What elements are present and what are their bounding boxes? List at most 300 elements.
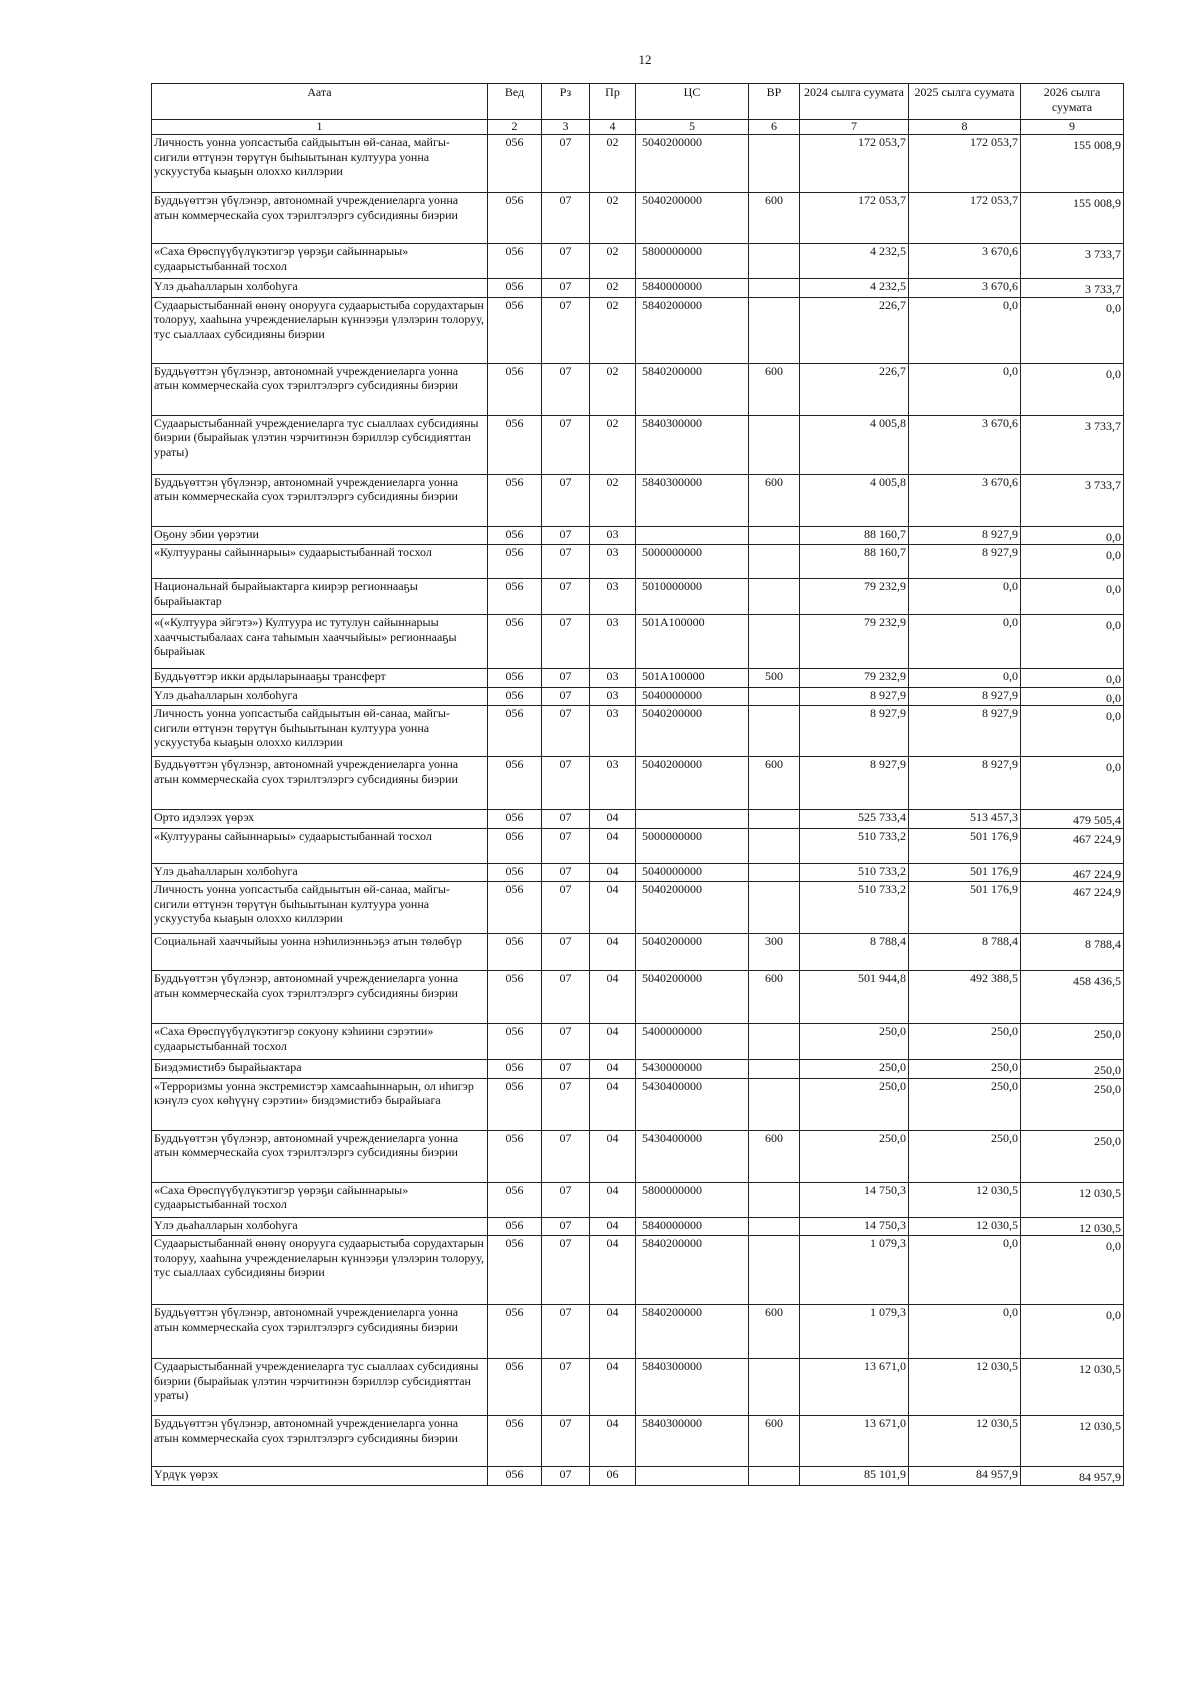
header-rz: Рз [542,84,590,120]
pr-cell: 04 [590,863,636,882]
table-row [152,1236,1124,1305]
table-row [152,545,1124,579]
ved-cell: 056 [488,810,542,829]
rz-cell: 07 [542,1078,590,1130]
amount-2025-cell: 8 927,9 [909,526,1021,545]
ved-cell: 056 [488,1182,542,1217]
cs-cell: 5040200000 [636,971,749,1024]
row-name-cell: Буддьүөттэн үбүлэнэр, автономнай учреждениеларга уонна атын коммерческайа суох тэрилтэлэргэ субсидияны биэрии [152,971,488,1024]
row-name-cell: Орто идэлээх үөрэх [152,810,488,829]
table-row [152,810,1124,829]
amount-2024-cell: 79 232,9 [800,579,909,615]
table-row [152,1182,1124,1217]
amount-2025-cell: 3 670,6 [909,244,1021,279]
vr-cell [749,526,800,545]
rz-cell: 07 [542,882,590,934]
pr-cell: 04 [590,1024,636,1060]
amount-2024-cell: 250,0 [800,1060,909,1079]
row-name-cell: «Терроризмы уонна экстремистэр хамсааһыннарын, ол иһигэр кэнүлэ суох көһүүнү сэрэтии» биэдэмистибэ бырайыага [152,1078,488,1130]
row-name-cell: «(«Култуура эйгэтэ») Култуура ис тутулун сайыннарыы хааччыстыбалаах саҥа таһымын хааччыйыы» регионнааҕы бырайыак [152,615,488,669]
amount-2026-cell: 12 030,5 [1021,1182,1124,1217]
amount-2025-cell: 0,0 [909,579,1021,615]
vr-cell [749,415,800,474]
column-number: 5 [636,120,749,135]
ved-cell: 056 [488,415,542,474]
vr-cell [749,297,800,363]
amount-2026-cell: 0,0 [1021,545,1124,579]
vr-cell [749,1467,800,1486]
amount-2026-cell: 0,0 [1021,757,1124,810]
row-name-cell: «Саха Өрөспүүбүлүкэтигэр үөрэҕи сайыннарыы» судаарыстыбаннай тосхол [152,1182,488,1217]
amount-2025-cell: 250,0 [909,1078,1021,1130]
amount-2024-cell: 525 733,4 [800,810,909,829]
rz-cell: 07 [542,193,590,244]
cs-cell: 501А100000 [636,669,749,688]
amount-2024-cell: 8 927,9 [800,706,909,757]
row-name-cell: Буддьүөттэн үбүлэнэр, автономнай учреждениеларга уонна атын коммерческайа суох тэрилтэлэргэ субсидияны биэрии [152,757,488,810]
table-body [152,135,1124,1486]
cs-cell: 5840300000 [636,1359,749,1416]
row-name-cell: «Култуураны сайыннарыы» судаарыстыбаннай тосхол [152,545,488,579]
rz-cell: 07 [542,971,590,1024]
cs-cell: 5010000000 [636,579,749,615]
column-number-row [152,120,1124,135]
amount-2025-cell: 84 957,9 [909,1467,1021,1486]
column-number: 3 [542,120,590,135]
cs-cell: 5840200000 [636,1305,749,1359]
cs-cell [636,526,749,545]
pr-cell: 03 [590,687,636,706]
pr-cell: 03 [590,706,636,757]
row-name-cell: Оҕону эбии үөрэтии [152,526,488,545]
pr-cell: 03 [590,579,636,615]
row-name-cell: Үлэ дьаһалларын холбоһуга [152,279,488,298]
rz-cell: 07 [542,1182,590,1217]
ved-cell: 056 [488,545,542,579]
pr-cell: 03 [590,526,636,545]
row-name-cell: Буддьүөттэн үбүлэнэр, автономнай учреждениеларга уонна атын коммерческайа суох тэрилтэлэргэ субсидияны биэрии [152,1305,488,1359]
pr-cell: 04 [590,934,636,971]
column-number: 9 [1021,120,1124,135]
ved-cell: 056 [488,1078,542,1130]
amount-2024-cell: 8 788,4 [800,934,909,971]
table-row [152,1217,1124,1236]
amount-2025-cell: 0,0 [909,615,1021,669]
amount-2025-cell: 250,0 [909,1060,1021,1079]
row-name-cell: Буддьүөттэн үбүлэнэр, автономнай учреждениеларга уонна атын коммерческайа суох тэрилтэлэргэ субсидияны биэрии [152,1416,488,1467]
rz-cell: 07 [542,363,590,415]
pr-cell: 04 [590,1416,636,1467]
table-row [152,1305,1124,1359]
amount-2026-cell: 12 030,5 [1021,1359,1124,1416]
ved-cell: 056 [488,279,542,298]
ved-cell: 056 [488,882,542,934]
header-pr: Пр [590,84,636,120]
amount-2026-cell: 155 008,9 [1021,135,1124,193]
vr-cell: 600 [749,193,800,244]
table-row [152,279,1124,298]
table-row [152,1078,1124,1130]
cs-cell: 5430000000 [636,1060,749,1079]
amount-2025-cell: 0,0 [909,1305,1021,1359]
pr-cell: 03 [590,669,636,688]
table-row [152,971,1124,1024]
ved-cell: 056 [488,297,542,363]
header-name: Аата [152,84,488,120]
ved-cell: 056 [488,687,542,706]
table-row [152,863,1124,882]
amount-2026-cell: 0,0 [1021,1305,1124,1359]
vr-cell: 600 [749,1305,800,1359]
amount-2024-cell: 14 750,3 [800,1217,909,1236]
rz-cell: 07 [542,828,590,863]
rz-cell: 07 [542,545,590,579]
pr-cell: 04 [590,1217,636,1236]
rz-cell: 07 [542,135,590,193]
amount-2025-cell: 12 030,5 [909,1416,1021,1467]
ved-cell: 056 [488,1305,542,1359]
amount-2026-cell: 0,0 [1021,1236,1124,1305]
pr-cell: 04 [590,1236,636,1305]
cs-cell [636,810,749,829]
cs-cell: 501А100000 [636,615,749,669]
table-row [152,934,1124,971]
rz-cell: 07 [542,579,590,615]
pr-cell: 02 [590,135,636,193]
pr-cell: 02 [590,279,636,298]
pr-cell: 04 [590,1182,636,1217]
amount-2024-cell: 172 053,7 [800,193,909,244]
amount-2024-cell: 250,0 [800,1078,909,1130]
row-name-cell: Личность уонна уопсастыба сайдыытын өй-санаа, майгы-сигили өттүнэн төрүтүн быһыытынан култуура уонна ускуустуба кыаҕын олоххо киллэрии [152,135,488,193]
amount-2025-cell: 12 030,5 [909,1359,1021,1416]
amount-2024-cell: 4 232,5 [800,279,909,298]
rz-cell: 07 [542,687,590,706]
rz-cell: 07 [542,1217,590,1236]
rz-cell: 07 [542,279,590,298]
amount-2025-cell: 172 053,7 [909,193,1021,244]
cs-cell: 5040200000 [636,882,749,934]
row-name-cell: Судаарыстыбаннай учреждениеларга тус сыаллаах субсидияны биэрии (бырайыак үлэтин чэрчитинэн бэриллэр субсидияттан ураты) [152,1359,488,1416]
row-name-cell: Национальнай бырайыактарга киирэр регионнааҕы бырайыактар [152,579,488,615]
amount-2026-cell: 467 224,9 [1021,828,1124,863]
table-row [152,474,1124,526]
ved-cell: 056 [488,1359,542,1416]
row-name-cell: «Саха Өрөспүүбүлүкэтигэр үөрэҕи сайыннарыы» судаарыстыбаннай тосхол [152,244,488,279]
ved-cell: 056 [488,1024,542,1060]
table-row [152,687,1124,706]
amount-2025-cell: 12 030,5 [909,1182,1021,1217]
amount-2025-cell: 8 788,4 [909,934,1021,971]
vr-cell [749,545,800,579]
amount-2024-cell: 172 053,7 [800,135,909,193]
row-name-cell: Үлэ дьаһалларын холбоһуга [152,863,488,882]
amount-2026-cell: 0,0 [1021,669,1124,688]
header-vr: ВР [749,84,800,120]
vr-cell [749,1060,800,1079]
row-name-cell: Үлэ дьаһалларын холбоһуга [152,1217,488,1236]
row-name-cell: Үлэ дьаһалларын холбоһуга [152,687,488,706]
table-row [152,193,1124,244]
rz-cell: 07 [542,934,590,971]
ved-cell: 056 [488,615,542,669]
pr-cell: 04 [590,971,636,1024]
amount-2026-cell: 12 030,5 [1021,1217,1124,1236]
amount-2024-cell: 13 671,0 [800,1359,909,1416]
ved-cell: 056 [488,135,542,193]
vr-cell [749,882,800,934]
row-name-cell: Личность уонна уопсастыба сайдыытын өй-санаа, майгы-сигили өттүнэн төрүтүн быһыытынан култуура уонна ускуустуба кыаҕын олоххо киллэрии [152,706,488,757]
ved-cell: 056 [488,828,542,863]
pr-cell: 04 [590,882,636,934]
amount-2026-cell: 3 733,7 [1021,244,1124,279]
ved-cell: 056 [488,1467,542,1486]
amount-2025-cell: 501 176,9 [909,863,1021,882]
rz-cell: 07 [542,474,590,526]
pr-cell: 04 [590,1305,636,1359]
amount-2025-cell: 0,0 [909,1236,1021,1305]
pr-cell: 03 [590,615,636,669]
table-row [152,828,1124,863]
row-name-cell: Социальнай хааччыйыы уонна нэһилиэнньэҕэ атын төлөбүр [152,934,488,971]
amount-2024-cell: 14 750,3 [800,1182,909,1217]
ved-cell: 056 [488,526,542,545]
amount-2026-cell: 8 788,4 [1021,934,1124,971]
amount-2024-cell: 250,0 [800,1130,909,1182]
amount-2026-cell: 479 505,4 [1021,810,1124,829]
pr-cell: 02 [590,363,636,415]
cs-cell: 5840300000 [636,474,749,526]
amount-2024-cell: 226,7 [800,297,909,363]
header-ved: Вед [488,84,542,120]
amount-2025-cell: 8 927,9 [909,706,1021,757]
table-row [152,882,1124,934]
amount-2025-cell: 3 670,6 [909,279,1021,298]
pr-cell: 02 [590,244,636,279]
rz-cell: 07 [542,810,590,829]
amount-2025-cell: 8 927,9 [909,757,1021,810]
amount-2025-cell: 0,0 [909,669,1021,688]
table-row [152,579,1124,615]
cs-cell: 5000000000 [636,828,749,863]
table-row [152,1060,1124,1079]
column-number: 7 [800,120,909,135]
row-name-cell: Судаарыстыбаннай өнөнү онорууга судаарыстыба сорудахтарын толоруу, хааһына учреждениеларын күннээҕи үлэлэрин толоруу, тус сыаллаах субсидияны биэрии [152,1236,488,1305]
cs-cell: 5040200000 [636,934,749,971]
amount-2024-cell: 510 733,2 [800,882,909,934]
table-row [152,1024,1124,1060]
cs-cell: 5040000000 [636,687,749,706]
pr-cell: 03 [590,545,636,579]
amount-2026-cell: 250,0 [1021,1060,1124,1079]
cs-cell: 5840200000 [636,1236,749,1305]
cs-cell: 5840200000 [636,363,749,415]
rz-cell: 07 [542,1060,590,1079]
ved-cell: 056 [488,971,542,1024]
amount-2025-cell: 492 388,5 [909,971,1021,1024]
vr-cell: 600 [749,1130,800,1182]
vr-cell [749,706,800,757]
amount-2025-cell: 0,0 [909,363,1021,415]
vr-cell [749,615,800,669]
cs-cell: 5840000000 [636,1217,749,1236]
amount-2025-cell: 513 457,3 [909,810,1021,829]
pr-cell: 02 [590,474,636,526]
vr-cell: 600 [749,474,800,526]
vr-cell [749,579,800,615]
amount-2026-cell: 0,0 [1021,363,1124,415]
row-name-cell: «Култуураны сайыннарыы» судаарыстыбаннай тосхол [152,828,488,863]
table-row [152,297,1124,363]
vr-cell: 600 [749,757,800,810]
vr-cell: 600 [749,363,800,415]
amount-2024-cell: 4 005,8 [800,474,909,526]
amount-2024-cell: 85 101,9 [800,1467,909,1486]
column-number: 8 [909,120,1021,135]
amount-2025-cell: 0,0 [909,297,1021,363]
row-name-cell: Биэдэмистибэ бырайыактара [152,1060,488,1079]
header-2026: 2026 сылга суумата [1021,84,1124,120]
vr-cell [749,687,800,706]
amount-2026-cell: 3 733,7 [1021,279,1124,298]
pr-cell: 04 [590,1359,636,1416]
table-row [152,526,1124,545]
table-row [152,669,1124,688]
budget-table [151,83,1124,1486]
amount-2024-cell: 1 079,3 [800,1305,909,1359]
table-row [152,1130,1124,1182]
row-name-cell: Личность уонна уопсастыба сайдыытын өй-санаа, майгы-сигили өттүнэн төрүтүн быһыытынан култуура уонна ускуустуба кыаҕын олоххо киллэрии [152,882,488,934]
pr-cell: 04 [590,1060,636,1079]
column-number: 1 [152,120,488,135]
amount-2024-cell: 79 232,9 [800,615,909,669]
amount-2024-cell: 510 733,2 [800,863,909,882]
amount-2026-cell: 458 436,5 [1021,971,1124,1024]
table-row [152,1416,1124,1467]
row-name-cell: Судаарыстыбаннай өнөнү онорууга судаарыстыба сорудахтарын толоруу, хааһына учреждениеларын күннээҕи үлэлэрин толоруу, тус сыаллаах субсидияны биэрии [152,297,488,363]
vr-cell: 300 [749,934,800,971]
cs-cell: 5040200000 [636,706,749,757]
amount-2026-cell: 467 224,9 [1021,863,1124,882]
vr-cell: 500 [749,669,800,688]
amount-2025-cell: 3 670,6 [909,415,1021,474]
pr-cell: 04 [590,828,636,863]
pr-cell: 02 [590,415,636,474]
amount-2026-cell: 0,0 [1021,706,1124,757]
amount-2025-cell: 250,0 [909,1024,1021,1060]
pr-cell: 02 [590,297,636,363]
header-2024: 2024 сылга суумата [800,84,909,120]
amount-2024-cell: 8 927,9 [800,687,909,706]
rz-cell: 07 [542,1305,590,1359]
pr-cell: 04 [590,810,636,829]
amount-2026-cell: 84 957,9 [1021,1467,1124,1486]
ved-cell: 056 [488,244,542,279]
vr-cell: 600 [749,1416,800,1467]
rz-cell: 07 [542,706,590,757]
table-row [152,757,1124,810]
column-number: 6 [749,120,800,135]
pr-cell: 02 [590,193,636,244]
pr-cell: 04 [590,1078,636,1130]
rz-cell: 07 [542,1416,590,1467]
ved-cell: 056 [488,757,542,810]
amount-2024-cell: 510 733,2 [800,828,909,863]
amount-2026-cell: 250,0 [1021,1024,1124,1060]
amount-2026-cell: 0,0 [1021,615,1124,669]
table-row [152,706,1124,757]
column-number: 4 [590,120,636,135]
rz-cell: 07 [542,297,590,363]
table-row [152,1467,1124,1486]
vr-cell [749,244,800,279]
page-number: 12 [638,52,652,67]
ved-cell: 056 [488,579,542,615]
vr-cell [749,810,800,829]
cs-cell: 5000000000 [636,545,749,579]
table-row [152,363,1124,415]
vr-cell [749,135,800,193]
ved-cell: 056 [488,863,542,882]
vr-cell [749,1359,800,1416]
amount-2025-cell: 250,0 [909,1130,1021,1182]
cs-cell: 5840300000 [636,415,749,474]
ved-cell: 056 [488,1060,542,1079]
table-row [152,244,1124,279]
vr-cell [749,279,800,298]
cs-cell: 5840300000 [636,1416,749,1467]
amount-2026-cell: 250,0 [1021,1078,1124,1130]
amount-2025-cell: 501 176,9 [909,828,1021,863]
vr-cell [749,1078,800,1130]
ved-cell: 056 [488,1236,542,1305]
amount-2024-cell: 1 079,3 [800,1236,909,1305]
amount-2026-cell: 0,0 [1021,297,1124,363]
cs-cell: 5800000000 [636,244,749,279]
cs-cell: 5040200000 [636,193,749,244]
vr-cell [749,1024,800,1060]
amount-2026-cell: 0,0 [1021,579,1124,615]
ved-cell: 056 [488,1217,542,1236]
pr-cell: 03 [590,757,636,810]
amount-2024-cell: 13 671,0 [800,1416,909,1467]
amount-2025-cell: 8 927,9 [909,545,1021,579]
cs-cell: 5430400000 [636,1130,749,1182]
vr-cell [749,863,800,882]
amount-2025-cell: 172 053,7 [909,135,1021,193]
row-name-cell: «Саха Өрөспүүбүлүкэтигэр сокуону кэһиини сэрэтии» судаарыстыбаннай тосхол [152,1024,488,1060]
ved-cell: 056 [488,363,542,415]
cs-cell: 5430400000 [636,1078,749,1130]
row-name-cell: Буддьүөттэн үбүлэнэр, автономнай учреждениеларга уонна атын коммерческайа суох тэрилтэлэргэ субсидияны биэрии [152,1130,488,1182]
vr-cell [749,1236,800,1305]
amount-2024-cell: 250,0 [800,1024,909,1060]
amount-2026-cell: 3 733,7 [1021,415,1124,474]
amount-2025-cell: 8 927,9 [909,687,1021,706]
rz-cell: 07 [542,244,590,279]
amount-2026-cell: 0,0 [1021,526,1124,545]
ved-cell: 056 [488,1130,542,1182]
amount-2026-cell: 467 224,9 [1021,882,1124,934]
amount-2024-cell: 226,7 [800,363,909,415]
amount-2024-cell: 501 944,8 [800,971,909,1024]
cs-cell: 5840000000 [636,279,749,298]
amount-2024-cell: 88 160,7 [800,545,909,579]
vr-cell [749,1217,800,1236]
ved-cell: 056 [488,474,542,526]
amount-2024-cell: 79 232,9 [800,669,909,688]
cs-cell: 5800000000 [636,1182,749,1217]
